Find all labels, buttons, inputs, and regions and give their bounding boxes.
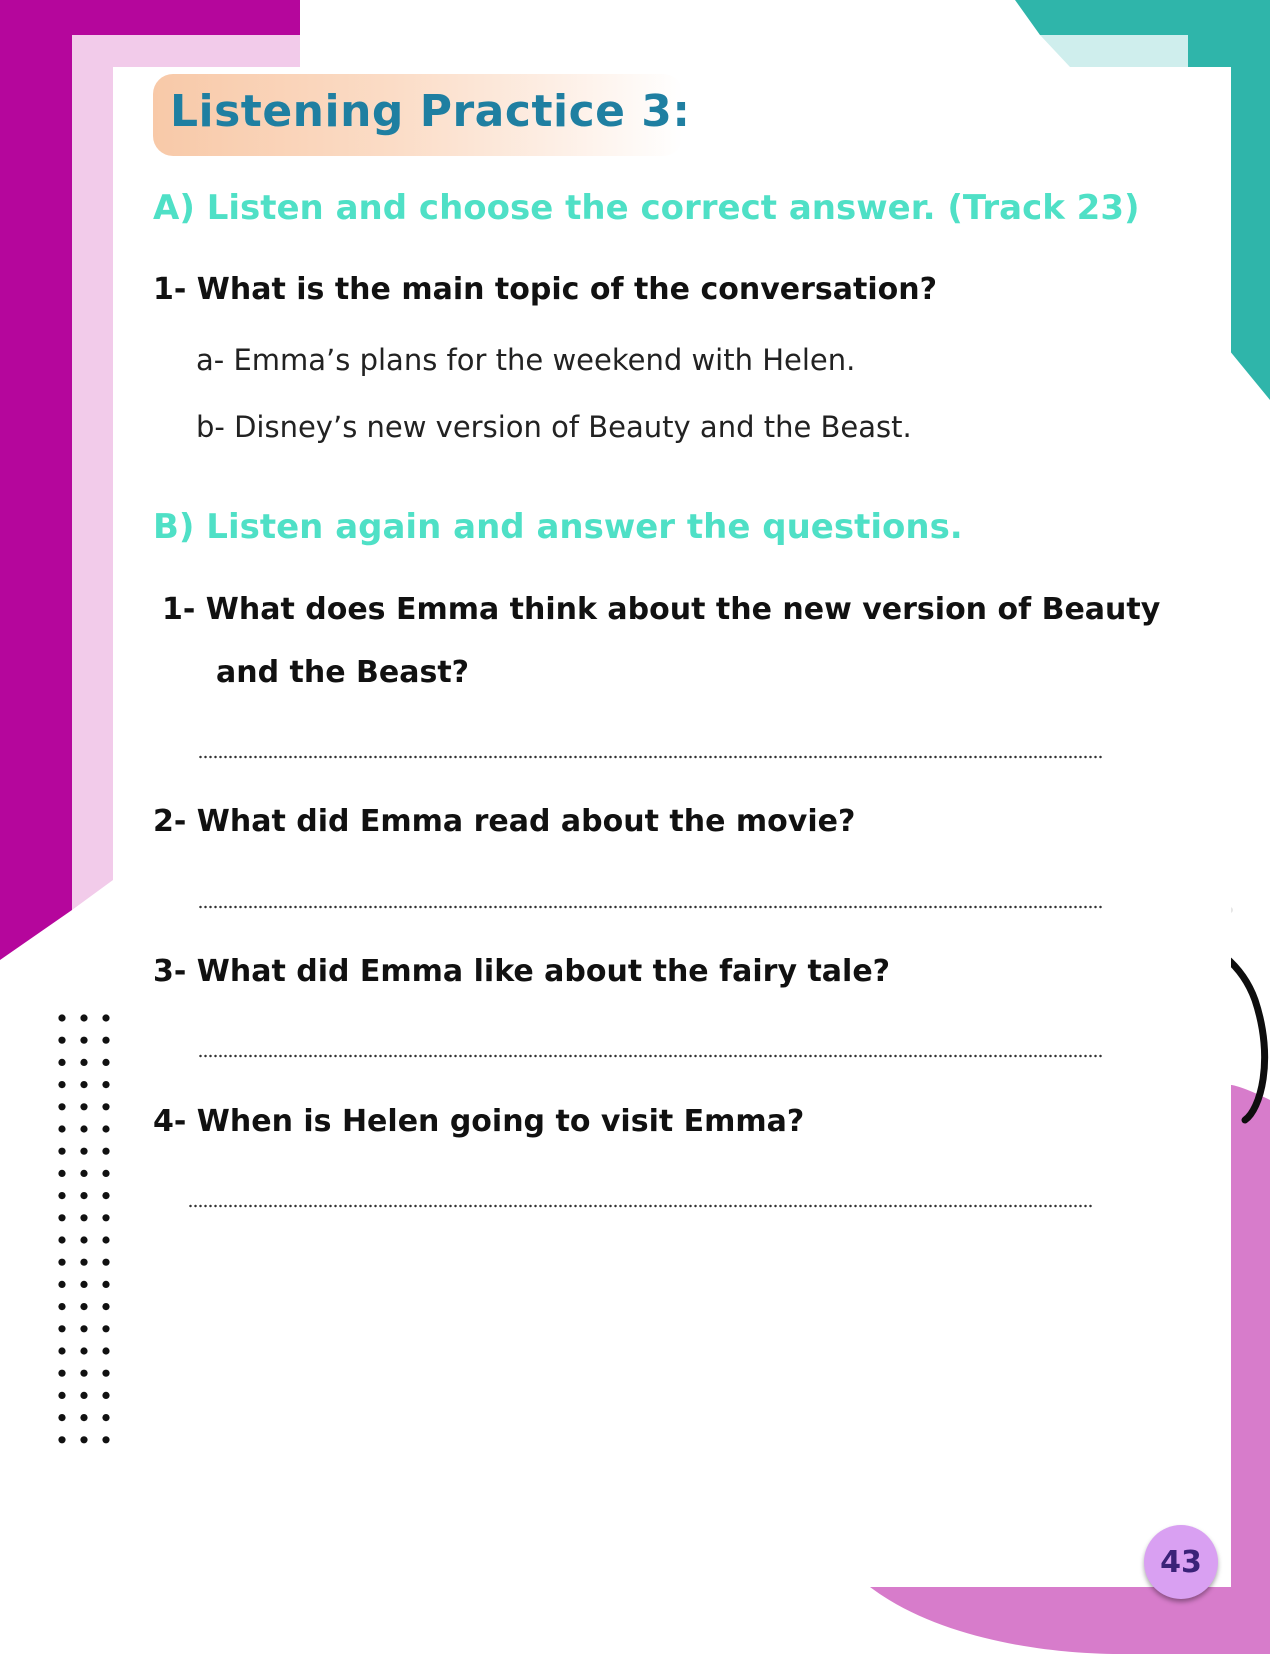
decor-dot bbox=[102, 1014, 109, 1021]
decor-dot bbox=[58, 1059, 65, 1066]
question-2: 2- What did Emma read about the movie? bbox=[153, 804, 856, 839]
question-4: 4- When is Helen going to visit Emma? bbox=[153, 1104, 805, 1139]
decor-dot bbox=[102, 1259, 109, 1266]
decor-dot bbox=[102, 1303, 109, 1310]
decor-dot bbox=[102, 1347, 109, 1354]
decor-dot bbox=[102, 1170, 109, 1177]
decor-dot bbox=[58, 1214, 65, 1221]
page-number: 43 bbox=[1160, 1544, 1202, 1580]
decor-dot bbox=[102, 1081, 109, 1088]
decor-dot bbox=[80, 1170, 87, 1177]
decor-dot bbox=[102, 1214, 109, 1221]
decor-dot bbox=[102, 1192, 109, 1199]
decor-dot bbox=[102, 1059, 109, 1066]
decor-dot bbox=[58, 1148, 65, 1155]
decor-dot bbox=[58, 1259, 65, 1266]
decor-dot bbox=[102, 1148, 109, 1155]
option-a: a- Emma’s plans for the weekend with Helen. bbox=[196, 343, 856, 377]
page-title: Listening Practice 3: bbox=[170, 86, 691, 137]
decor-dot bbox=[80, 1370, 87, 1377]
decor-dot bbox=[80, 1125, 87, 1132]
decor-dot bbox=[58, 1037, 65, 1044]
option-b: b- Disney’s new version of Beauty and the Beast. bbox=[196, 410, 912, 444]
answer-line-3[interactable] bbox=[198, 1054, 1104, 1058]
decor-dot bbox=[58, 1170, 65, 1177]
decor-dot bbox=[80, 1081, 87, 1088]
decor-dot bbox=[80, 1059, 87, 1066]
question-3: 3- What did Emma like about the fairy tale? bbox=[153, 954, 891, 989]
decor-dot bbox=[58, 1436, 65, 1443]
decor-dot bbox=[80, 1392, 87, 1399]
page-number-badge bbox=[1144, 1525, 1218, 1599]
decor-dot bbox=[58, 1392, 65, 1399]
decor-dot bbox=[102, 1281, 109, 1288]
decor-dot bbox=[102, 1414, 109, 1421]
decor-dot bbox=[58, 1103, 65, 1110]
decor-dot bbox=[80, 1148, 87, 1155]
decor-dot bbox=[80, 1037, 87, 1044]
decor-dot bbox=[102, 1436, 109, 1443]
decor-dot bbox=[102, 1325, 109, 1332]
decor-dot bbox=[102, 1125, 109, 1132]
decor-dot bbox=[58, 1303, 65, 1310]
decor-dot bbox=[80, 1214, 87, 1221]
decor-dot bbox=[80, 1192, 87, 1199]
decor-dot bbox=[58, 1014, 65, 1021]
decor-dot bbox=[102, 1370, 109, 1377]
decor-dot bbox=[80, 1303, 87, 1310]
section-a-heading: A) Listen and choose the correct answer. (Track 23) bbox=[153, 188, 1140, 228]
decor-dot bbox=[102, 1236, 109, 1243]
answer-line-2[interactable] bbox=[198, 905, 1104, 909]
decor-dot bbox=[102, 1037, 109, 1044]
answer-line-1[interactable] bbox=[198, 755, 1104, 759]
decor-dot bbox=[58, 1370, 65, 1377]
decor-dot bbox=[80, 1436, 87, 1443]
decor-dot bbox=[58, 1347, 65, 1354]
section-b-heading: B) Listen again and answer the questions. bbox=[153, 507, 963, 547]
question-1-line-2: and the Beast? bbox=[216, 655, 470, 690]
decor-dot bbox=[80, 1236, 87, 1243]
decor-dot bbox=[58, 1414, 65, 1421]
decor-dot bbox=[80, 1259, 87, 1266]
decor-dot bbox=[102, 1103, 109, 1110]
decor-dot bbox=[80, 1325, 87, 1332]
answer-line-4[interactable] bbox=[188, 1204, 1094, 1208]
decor-dot bbox=[80, 1414, 87, 1421]
section-a-question: 1- What is the main topic of the conversation? bbox=[153, 272, 937, 307]
decor-dot bbox=[58, 1325, 65, 1332]
decor-dot bbox=[102, 1392, 109, 1399]
question-1-line-1: 1- What does Emma think about the new version of Beauty bbox=[162, 592, 1161, 627]
decor-dot bbox=[80, 1014, 87, 1021]
decor-dot bbox=[58, 1192, 65, 1199]
decor-dot bbox=[58, 1081, 65, 1088]
decor-dot bbox=[58, 1281, 65, 1288]
decor-dot bbox=[80, 1103, 87, 1110]
decor-dot bbox=[58, 1125, 65, 1132]
dot-grid-decoration bbox=[58, 1014, 109, 1443]
decor-dot bbox=[80, 1347, 87, 1354]
decor-dot bbox=[58, 1236, 65, 1243]
decor-dot bbox=[80, 1281, 87, 1288]
